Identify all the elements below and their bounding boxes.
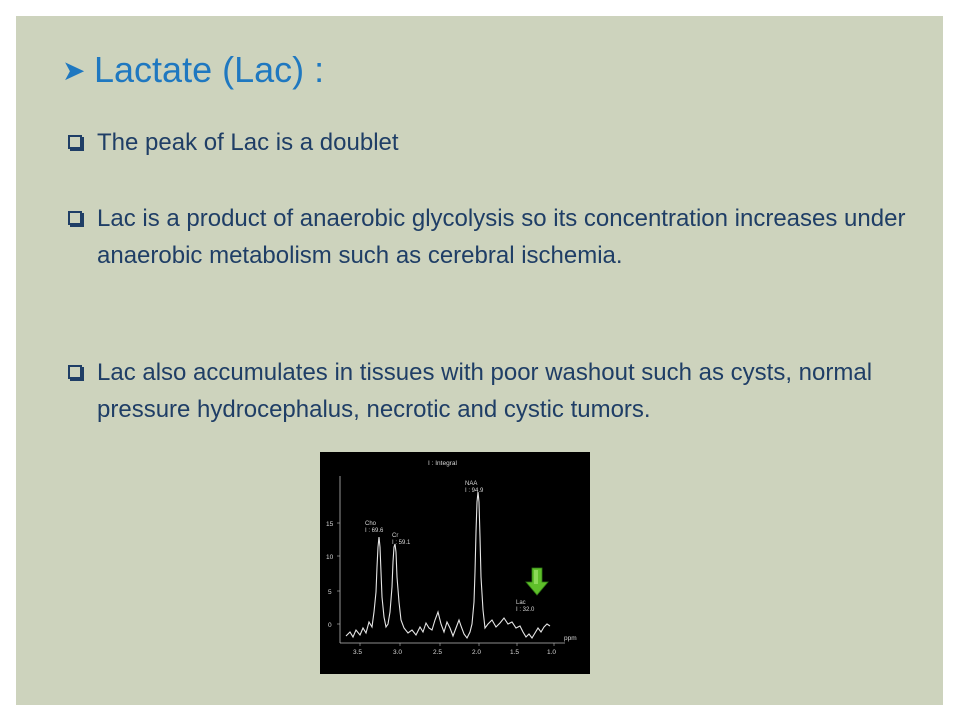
peak-label-lac xyxy=(516,600,535,613)
bullet-text-2: Lac is a product of anaerobic glycolysis so its concentration increases under anaerobic metabolism such as cerebral ischemia. xyxy=(97,205,906,269)
arrow-bullet-icon: ➤ xyxy=(62,55,86,86)
slide-title xyxy=(62,44,324,97)
svg-text:I : 32.0: I : 32.0 xyxy=(516,607,535,613)
bullet-item-2 xyxy=(68,200,928,274)
svg-text:I : 94.9: I : 94.9 xyxy=(465,488,484,494)
y-ticks xyxy=(326,521,340,629)
svg-text:I : 69.6: I : 69.6 xyxy=(365,528,384,534)
spectrum-header: I : Integral xyxy=(428,460,457,467)
x-unit-label: ppm xyxy=(564,635,577,642)
svg-text:Lac: Lac xyxy=(516,600,526,606)
lac-pointer-arrow-icon xyxy=(526,568,548,595)
x-tick-label: 1.0 xyxy=(547,649,557,656)
x-tick-label: 3.0 xyxy=(393,649,403,656)
svg-text:I : 59.1: I : 59.1 xyxy=(392,540,411,546)
bullet-text-1: The peak of Lac is a doublet xyxy=(97,129,399,156)
checkbox-bullet-icon xyxy=(68,211,82,225)
svg-text:Cr: Cr xyxy=(392,533,399,539)
slide-title-text: Lactate (Lac) : xyxy=(94,49,325,90)
y-tick-label: 0 xyxy=(328,622,332,629)
x-tick-label: 2.5 xyxy=(433,649,443,656)
bullet-item-3 xyxy=(68,354,928,428)
y-tick-label: 15 xyxy=(326,521,334,528)
x-tick-label: 3.5 xyxy=(353,649,363,656)
checkbox-bullet-icon xyxy=(68,135,82,149)
y-tick-label: 5 xyxy=(328,589,332,596)
y-tick-label: 10 xyxy=(326,554,334,561)
checkbox-bullet-icon xyxy=(68,365,82,379)
mr-spectrum-svg xyxy=(320,452,590,674)
x-tick-label: 1.5 xyxy=(510,649,520,656)
svg-text:Cho: Cho xyxy=(365,521,377,527)
peak-label-cho xyxy=(365,521,384,534)
x-ticks xyxy=(353,635,577,656)
mr-spectrum-image xyxy=(320,452,590,674)
peak-label-naa xyxy=(465,481,484,494)
bullet-item-1 xyxy=(68,124,928,161)
svg-text:NAA: NAA xyxy=(465,481,478,487)
peak-label-cr xyxy=(392,533,411,546)
spectrum-trace xyxy=(346,492,550,638)
bullet-text-3: Lac also accumulates in tissues with poor washout such as cysts, normal pressure hydrocephalus, necrotic and cystic tumors. xyxy=(97,359,873,423)
x-tick-label: 2.0 xyxy=(472,649,482,656)
